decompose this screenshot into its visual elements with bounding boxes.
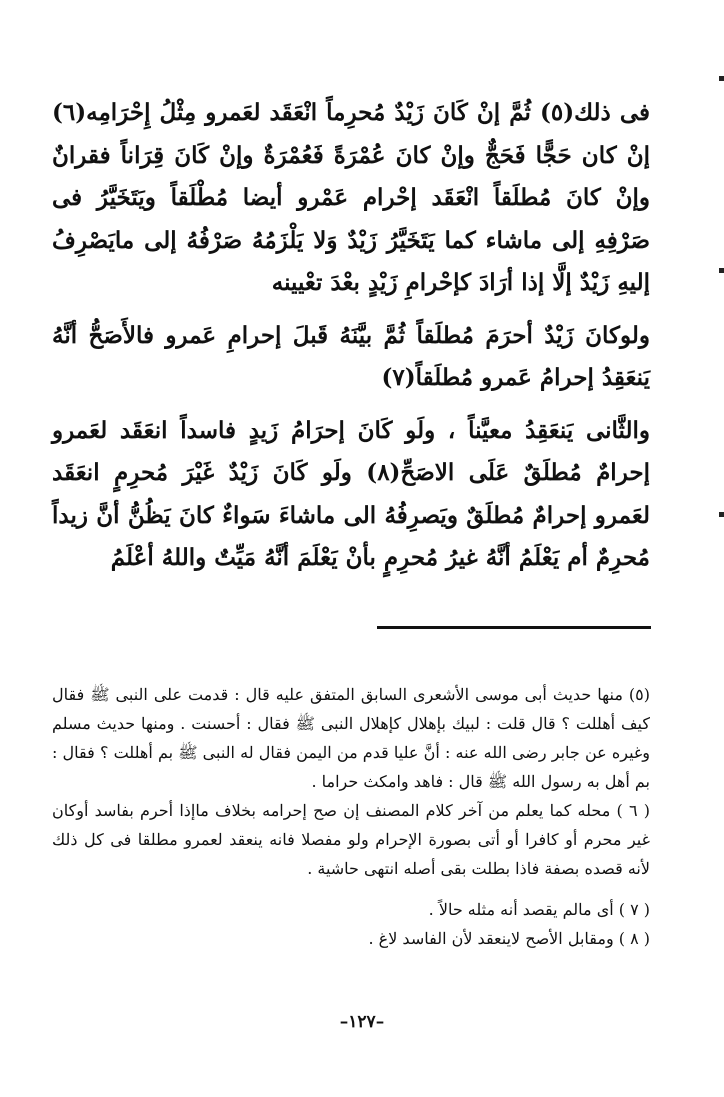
footnote-6: ( ٦ ) محله كما يعلم من آخر كلام المصنف إن صح إحرامه بخلاف ماإذا أحرم بفاسد أوكان غير محرم أو كافرا أو أتى بصورة الإحرام ولو مفصلا فانه ينعقد لعمرو مطلقا فى كل ذلك لأنه قصده بصفة فاذا بطلت بقى أصله انتهى حاشية . bbox=[52, 801, 650, 878]
margin-mark bbox=[719, 512, 724, 517]
footnote-5: (٥) منها حديث أبى موسى الأشعرى السابق المتفق عليه قال : قدمت على النبى ﷺ فقال كيف أهللت ؟ قال قلت : لبيك بإهلال كإهلال النبى ﷺ فقال : أحسنت . ومنها حديث مسلم وغيره عن جابر رضى الله عنه : أنَّ عليا قدم من اليمن فقال له النبى ﷺ بم أهللت ؟ فقال : بم أهل به رسول الله ﷺ قال : فاهد وامكث حراما . bbox=[52, 685, 650, 791]
page-number: –١٢٧– bbox=[339, 1012, 385, 1032]
paragraph-1: فى ذلك(٥) ثُمَّ إنْ كَانَ زَيْدٌ مُحرِماً انْعَقَد لعَمرو مِثْلُ إِحْرَامِه(٦) إنْ كان حَجًّا فَحَجٌّ وإنْ كانَ عُمْرَةً فَعُمْرَةٌ وإنْ كَانَ قِرَاناً فقرانٌ وإنْ كانَ مُطلَقاً انْعَقَد إحْرام عَمْرو أيضا مُطْلَقاً ويَتَخَيَّرُ فى صَرْفِهِ إلى ماشاء كما يَتَخَيَّرُ زَيْدٌ وَلا يَلْزَمُهُ صَرْفُهُ إلى مايَصْرِفُ إليهِ زَيْدٌ إلَّا إذا أرَادَ كإحْرامِ زَيْدٍ بعْدَ تعْيينه bbox=[52, 99, 650, 296]
footnote-7: ( ٧ ) أى مالم يقصد أنه مثله حالاً . bbox=[428, 900, 650, 919]
margin-mark bbox=[719, 76, 724, 81]
margin-mark bbox=[719, 268, 724, 273]
main-text bbox=[52, 92, 650, 580]
paragraph-3: والثَّانى يَنعَقِدُ معيَّناً ، ولَو كَانَ إحرَامُ زَيدٍ فاسداً انعَقَد لعَمرو إحرامٌ مُطلَقٌ عَلَى الاصَحِّ(٨) ولَو كَانَ زَيْدٌ غَيْرَ مُحرِمٍ انعَقَد لعَمرو إحرامٌ مُطلَقٌ ويَصرِفُهُ الى ماشاءَ سَواءٌ كانَ يَظُنُّ أنَّ زيداً مُحرِمٌ أم يَعْلَمُ أنَّهُ غيرُ مُحرِمٍ بأنْ يَعْلَمَ أنَّهُ مَيِّتٌ واللهُ أعْلَمُ bbox=[52, 416, 650, 571]
footnote-separator bbox=[377, 626, 651, 629]
footnote-8: ( ٨ ) ومقابل الأصح لاينعقد لأن الفاسد لاغ . bbox=[368, 929, 650, 948]
paragraph-2: ولوكانَ زَيْدٌ أحرَمَ مُطلَقاً ثُمَّ بيَّنَهُ قَبلَ إحرامِ عَمرو فالأَصَحُّ أنَّهُ يَنعَقِدُ إحرامُ عَمرو مُطلَقاً(٧) bbox=[52, 321, 650, 391]
footnotes bbox=[52, 680, 650, 953]
